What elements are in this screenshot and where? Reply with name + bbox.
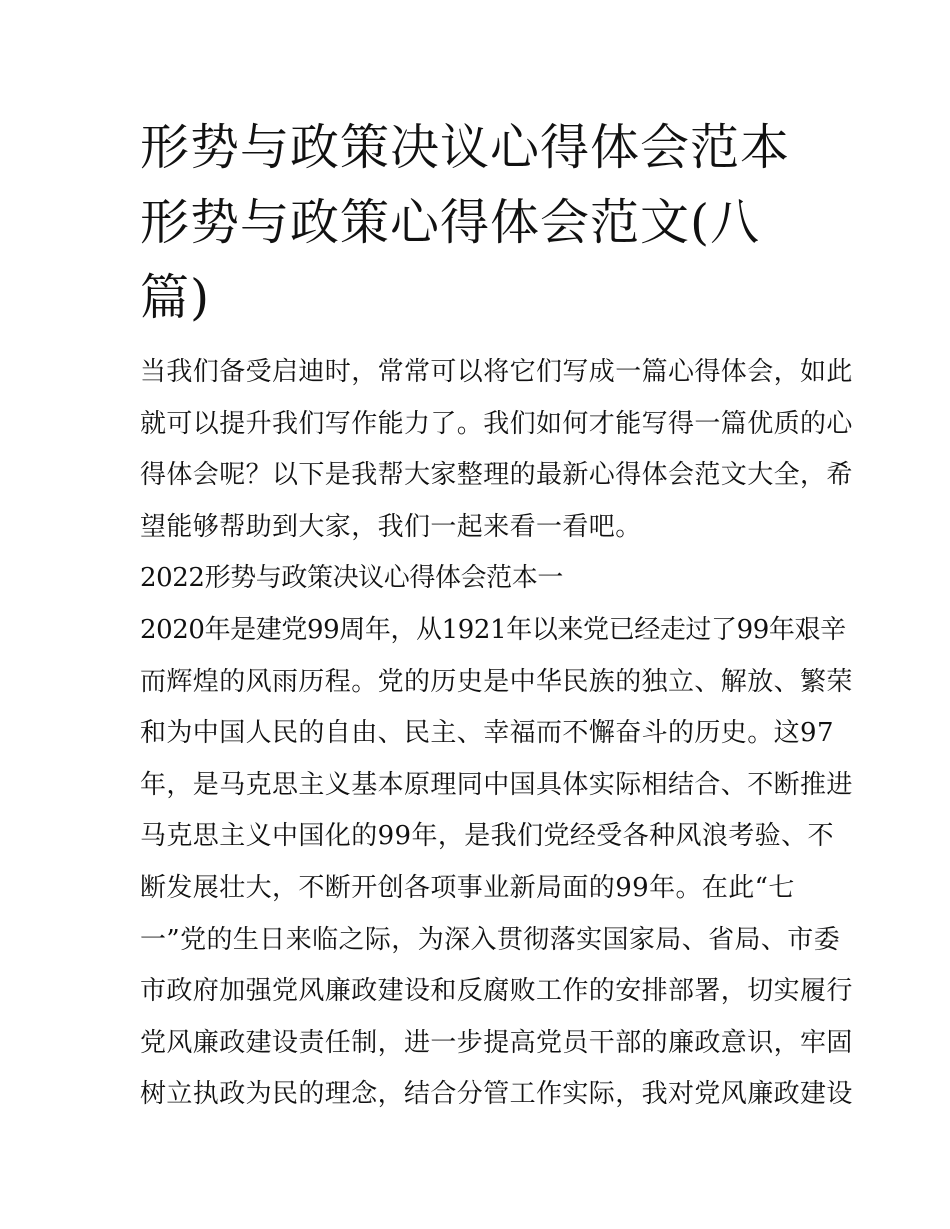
- text-line: 当我们备受启迪时，常常可以将它们写成一篇心得体会，如此: [140, 357, 853, 387]
- document-page: [140, 110, 853, 1121]
- title-line: 形势与政策心得体会范文(八: [140, 194, 761, 251]
- text-line: 断发展壮大，不断开创各项事业新局面的99年。在此“七: [140, 872, 795, 903]
- text-line: 2020年是建党99周年，从1921年以来党已经走过了99年艰辛: [140, 614, 846, 645]
- text-line: 望能够帮助到大家，我们一起来看一看吧。: [140, 511, 642, 542]
- text-line: 而辉煌的风雨历程。党的历史是中华民族的独立、解放、繁荣: [140, 666, 853, 697]
- document-title: [140, 110, 812, 335]
- document-body: [140, 347, 853, 1121]
- text-line: 马克思主义中国化的99年，是我们党经受各种风浪考验、不: [140, 821, 834, 852]
- intro-paragraph: [140, 347, 853, 553]
- text-line: 市政府加强党风廉政建设和反腐败工作的安排部署，切实履行: [140, 976, 853, 1007]
- section-heading: 2022形势与政策决议心得体会范本一: [140, 563, 563, 594]
- text-line: 一”党的生日来临之际，为深入贯彻落实国家局、省局、市委: [140, 924, 841, 955]
- text-line: 和为中国人民的自由、民主、幸福而不懈奋斗的历史。这97: [140, 718, 834, 749]
- text-line: 得体会呢？以下是我帮大家整理的最新心得体会范文大全，希: [140, 460, 853, 491]
- title-line: 形势与政策决议心得体会范本: [140, 119, 791, 176]
- text-line: 树立执政为民的理念，结合分管工作实际，我对党风廉政建设: [140, 1079, 853, 1110]
- text-line: 年，是马克思主义基本原理同中国具体实际相结合、不断推进: [140, 769, 853, 800]
- title-line: 篇): [140, 269, 211, 326]
- section-paragraph: [140, 605, 853, 1121]
- text-line: 党风廉政建设责任制，进一步提高党员干部的廉政意识，牢固: [140, 1027, 853, 1058]
- text-line: 就可以提升我们写作能力了。我们如何才能写得一篇优质的心: [140, 408, 853, 439]
